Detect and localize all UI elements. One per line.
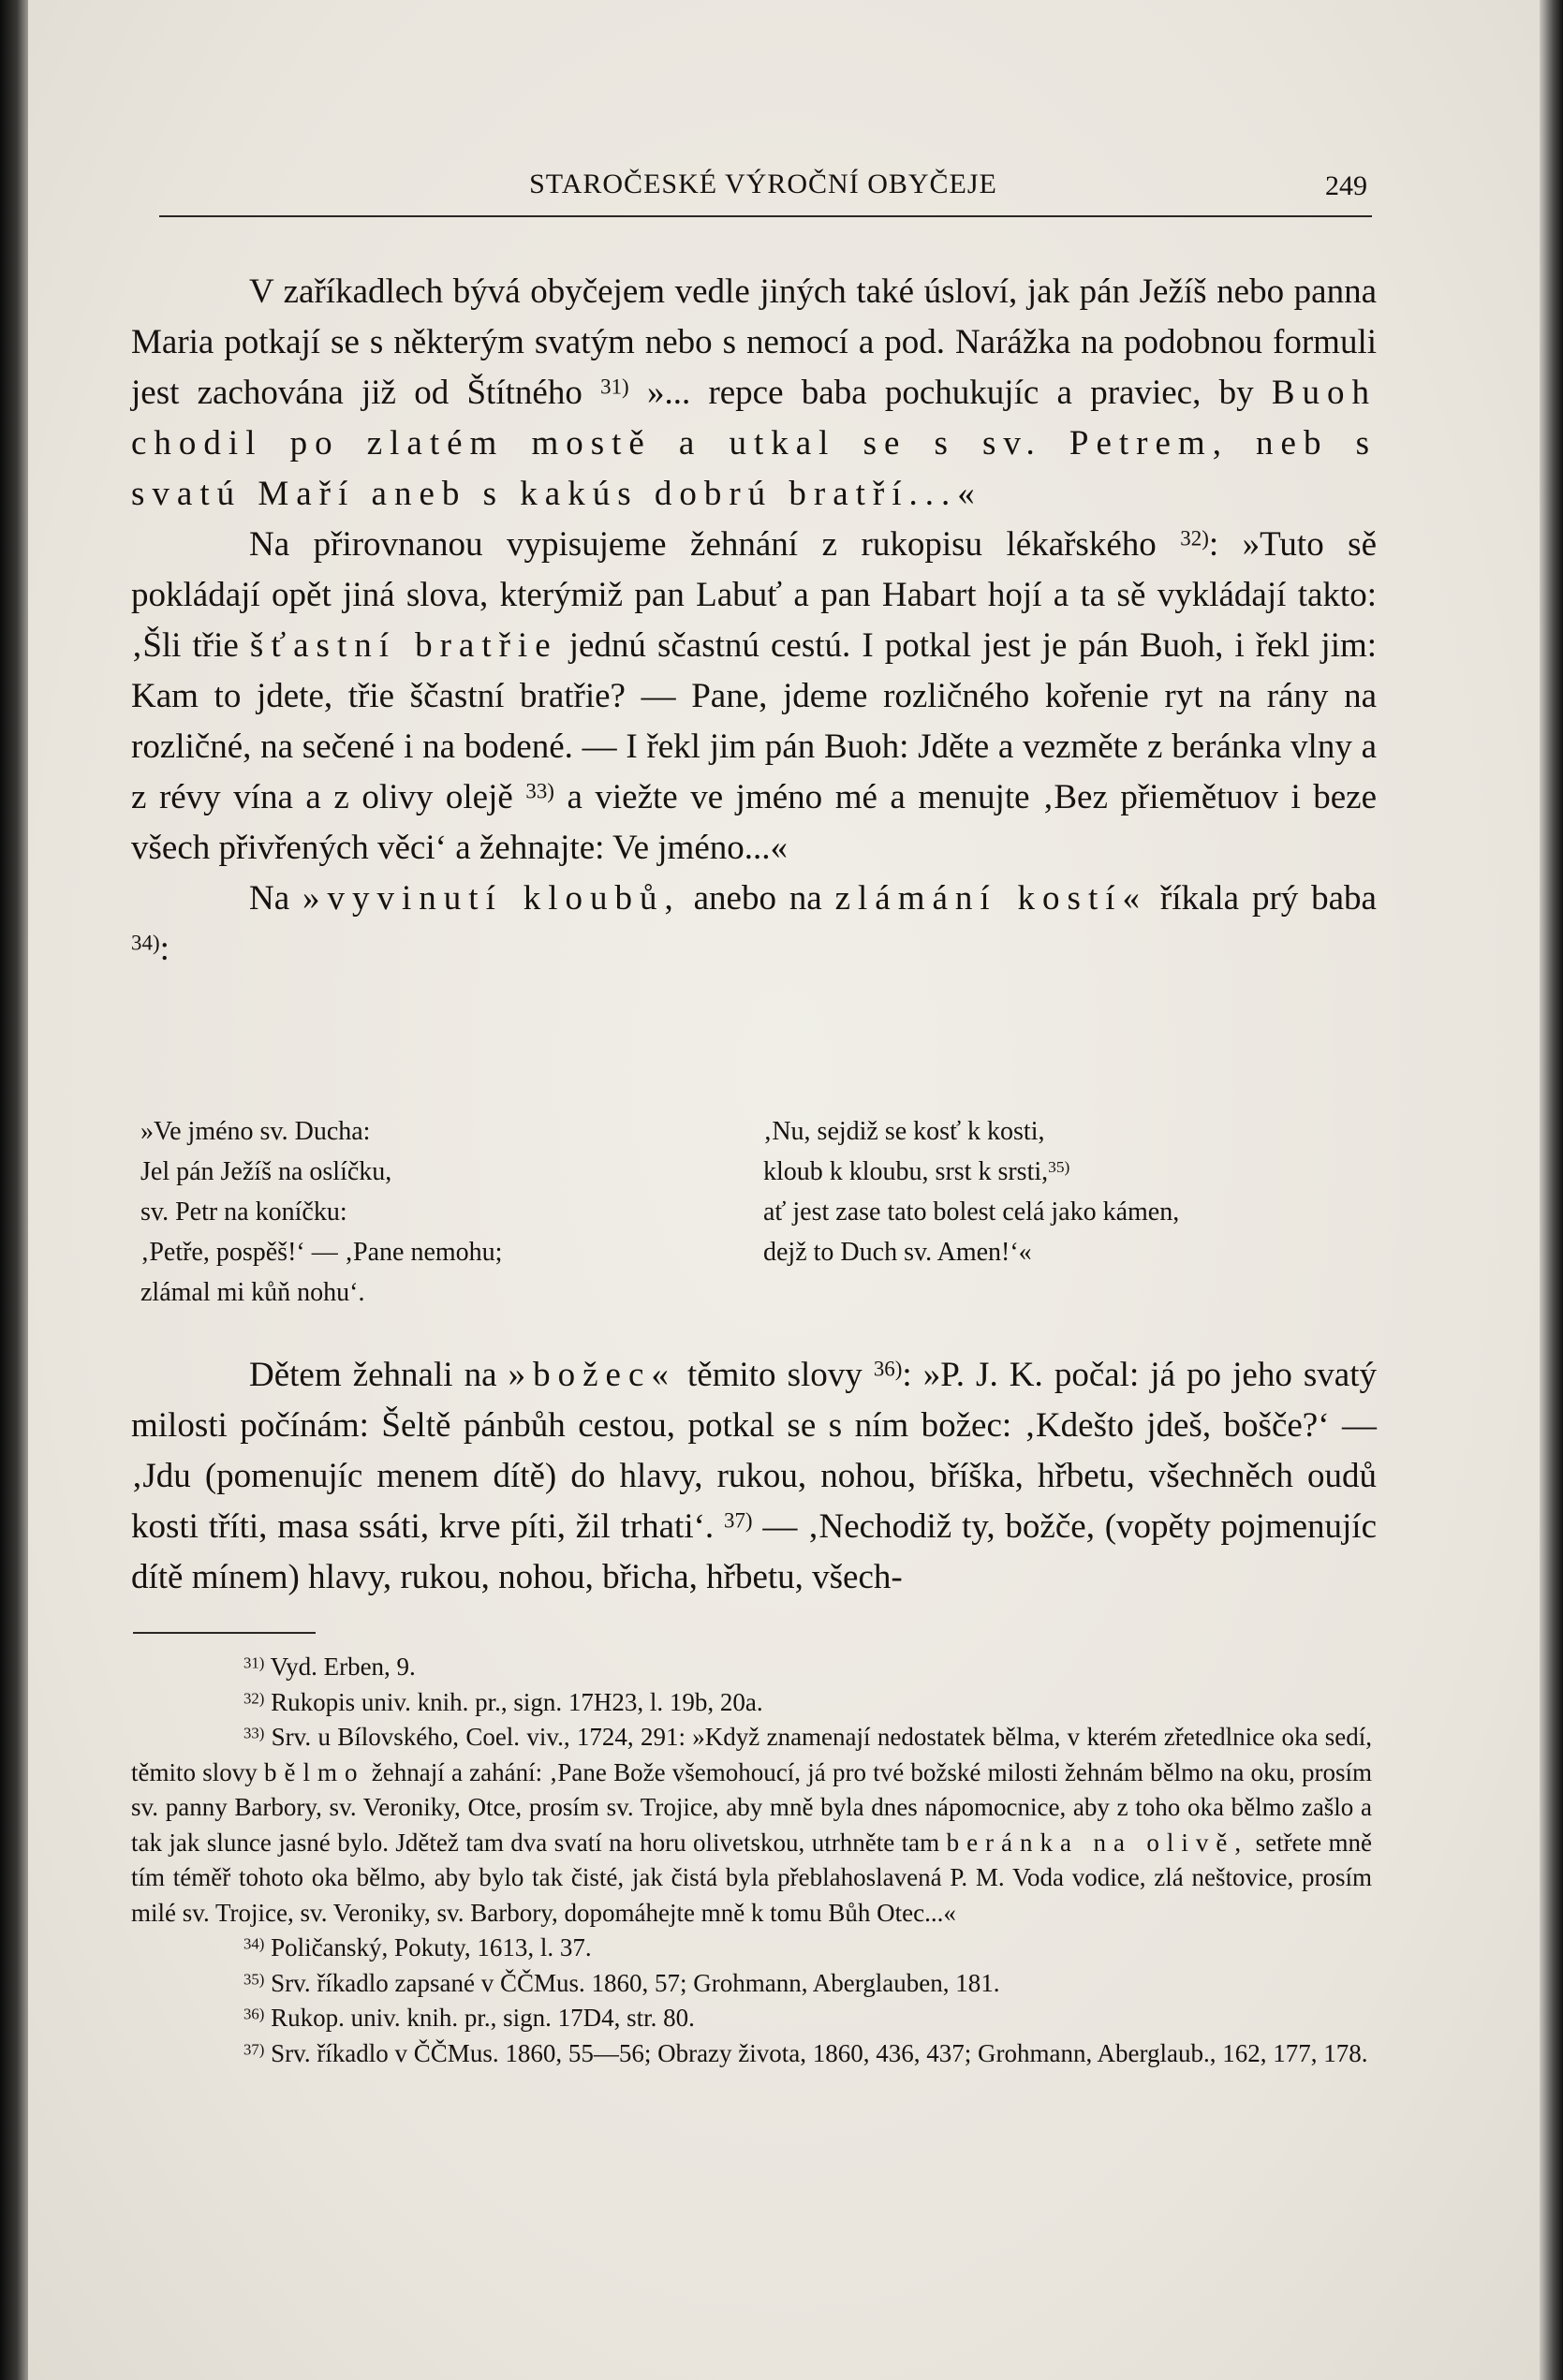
footnote-ref: 34) bbox=[131, 931, 160, 955]
text: Rukop. univ. knih. pr., sign. 17D4, str. 80. bbox=[271, 2004, 695, 2032]
spaced-term: beránka na olivě, bbox=[946, 1828, 1249, 1857]
footnote-ref: 33) bbox=[525, 779, 554, 803]
text: žehnají a zahání: ‚Pane Bože všemohoucí, já pro tvé božské milosti žehnám bělmo na oku, prosím sv. panny Barbory, sv. Veroniky, Otce, prosím sv. Trojice, aby mně byla dnes nápomocnice, aby z toho oka bělmo zašlo a tak jak slunce jasné bylo. Jdětež tam dva svatí na horu olivetskou, utrhněte tam bbox=[131, 1757, 1373, 1857]
text: těmito slovy bbox=[686, 1356, 863, 1394]
text: Rukopis univ. knih. pr., sign. 17H23, l. 19b, 20a. bbox=[271, 1687, 763, 1716]
footnote-mark: 31) bbox=[243, 1653, 265, 1672]
book-page bbox=[28, 0, 1540, 2380]
verse-line: ‚Petře, pospěš!‘ — ‚Pane nemohu; bbox=[140, 1238, 503, 1267]
footnote-ref: 35) bbox=[1048, 1158, 1070, 1177]
verse-column-right bbox=[763, 1111, 1381, 1272]
text: říkala prý baba bbox=[1159, 879, 1377, 918]
text: Na přirovnanou vypisujeme žehnání z rukopisu lékařského bbox=[249, 525, 1157, 564]
footnote-36 bbox=[131, 2001, 1372, 2036]
footnote-rule bbox=[133, 1632, 316, 1634]
spaced-term: »vyvinutí kloubů, bbox=[302, 879, 681, 918]
running-title: STAROČESKÉ VÝROČNÍ OBYČEJE bbox=[529, 169, 997, 199]
text: : »P. J. K. počal: já po jeho svatý milosti počínám: Šeltě pánbůh cestou, potkal se s ním božec: ‚Kdešto jdeš, bošče?‘ — ‚Jdu (pomenujíc menem dítě) do hlavy, rukou, nohou, bříška, hřbetu, všechněch oudů kosti tříti, masa ssáti, krve píti, žil trhati‘. bbox=[131, 1356, 1378, 1546]
verse-line: ‚Nu, sejdiž se kosť k kosti, bbox=[763, 1117, 1045, 1146]
footnotes bbox=[131, 1650, 1372, 2071]
footnote-37 bbox=[131, 2036, 1372, 2072]
footnote-ref: 37) bbox=[723, 1508, 753, 1533]
footnote-34 bbox=[131, 1931, 1372, 1966]
verse-line: »Ve jméno sv. Ducha: bbox=[140, 1117, 371, 1146]
footnote-32 bbox=[131, 1685, 1372, 1721]
footnote-mark: 36) bbox=[243, 2005, 265, 2023]
text: Srv. říkadlo zapsané v ČČMus. 1860, 57; Grohmann, Aberglauben, 181. bbox=[271, 1968, 1000, 1997]
verse-line: ať jest zase tato bolest celá jako kámen, bbox=[763, 1197, 1180, 1227]
paragraph-3 bbox=[131, 874, 1377, 975]
text: Na bbox=[249, 879, 290, 918]
text: V zaříkadlech bývá obyčejem vedle jiných také úsloví, jak pán Ježíš nebo panna Maria potkají se s některým svatým nebo s nemocí a pod. Narážka na podobnou formuli jest zachována již od Štítného bbox=[131, 272, 1377, 412]
spaced-quote: Buoh chodil po zlatém mostě a utkal se s sv. Petrem, neb s svatú Maří aneb s kakús dobrú bratří...« bbox=[131, 374, 1378, 513]
footnote-ref: 31) bbox=[600, 375, 629, 399]
scan-edge-left bbox=[0, 0, 28, 2380]
spaced-term: »božec« bbox=[508, 1356, 676, 1394]
spaced-quote: šťastní bratřie bbox=[249, 626, 558, 665]
verse-line: sv. Petr na koníčku: bbox=[140, 1197, 347, 1227]
text: Srv. říkadlo v ČČMus. 1860, 55—56; Obrazy života, 1860, 436, 437; Grohmann, Aberglaub., 162, 177, 178. bbox=[271, 2038, 1368, 2067]
footnote-mark: 37) bbox=[243, 2039, 265, 2058]
paragraph-2 bbox=[131, 520, 1377, 874]
spaced-term: zlámání kostí« bbox=[834, 879, 1148, 918]
text: jednú sčastnú cestú. I potkal jest je pán Buoh, i řekl jim: Kam to jdete, třie ščastní bratřie? — Pane, jdeme rozličného kořenie ryt na rány na rozličné, na sečené i na bodené. — I řekl jim pán Buoh: Jděte a vezměte z beránka vlny a z révy vína a z olivy olejě bbox=[131, 626, 1378, 816]
text: : bbox=[159, 930, 170, 968]
text: Vyd. Erben, 9. bbox=[270, 1653, 416, 1681]
header-rule bbox=[159, 215, 1372, 217]
text: a viežte ve jméno mé a menujte ‚Bez přiemětuov i beze všech přivřených věci‘ a žehnajte: Ve jméno...« bbox=[131, 778, 1378, 867]
verse-line: zlámal mi kůň nohu‘. bbox=[140, 1278, 365, 1307]
footnote-33 bbox=[131, 1720, 1372, 1931]
footnote-mark: 35) bbox=[243, 1969, 265, 1988]
footnote-ref: 36) bbox=[873, 1357, 903, 1381]
text: Srv. u Bílovského, Coel. viv., 1724, 291: »Když znamenají nedostatek bělma, v kterém zřetedlnice oka sedí, těmito slovy bbox=[131, 1723, 1372, 1786]
text: Poličanský, Pokuty, 1613, l. 37. bbox=[271, 1933, 592, 1961]
footnote-35 bbox=[131, 1966, 1372, 2002]
text: anebo na bbox=[693, 879, 822, 918]
verse-column-left bbox=[140, 1111, 721, 1313]
paragraph-1 bbox=[131, 267, 1377, 520]
verse-line: Jel pán Ježíš na oslíčku, bbox=[140, 1157, 392, 1186]
main-text bbox=[131, 267, 1377, 975]
footnote-31 bbox=[131, 1650, 1372, 1685]
main-text-continued bbox=[131, 1315, 1377, 1638]
footnote-ref: 32) bbox=[1180, 526, 1209, 551]
verse-line: dejž to Duch sv. Amen!‘« bbox=[763, 1238, 1032, 1267]
page-header bbox=[159, 161, 1367, 208]
scan-edge-right bbox=[1540, 0, 1563, 2380]
spaced-term: bělmo bbox=[264, 1757, 365, 1786]
footnote-mark: 33) bbox=[243, 1724, 265, 1742]
page-number: 249 bbox=[1325, 170, 1367, 201]
text: — ‚Nechodiž ty, božče, (vopěty pojmenujíc dítě mínem) hlavy, rukou, nohou, břicha, hřbetu, všech- bbox=[131, 1507, 1378, 1596]
text: »... repce baba pochukujíc a praviec, by bbox=[646, 374, 1254, 412]
text: kloub k kloubu, srst k srsti, bbox=[763, 1157, 1049, 1186]
verse-line bbox=[763, 1152, 1381, 1192]
text: setřete mně tím téměř tohoto oka bělmo, aby bylo tak čisté, jak čistá byla přeblahoslavená P. M. Voda vodice, zlá neštovice, prosím milé sv. Trojice, sv. Veroniky, sv. Barbory, dopomáhejte mně k tomu Bůh Otec...« bbox=[131, 1828, 1372, 1927]
text: Dětem žehnali na bbox=[249, 1356, 497, 1394]
paragraph-4 bbox=[131, 1350, 1377, 1603]
footnote-mark: 34) bbox=[243, 1934, 265, 1953]
text: : »Tuto sě pokládají opět jiná slova, kterýmiž pan Labuť a pan Habart hojí a ta sě vykládají takto: ‚Šli třie bbox=[131, 525, 1378, 665]
footnote-mark: 32) bbox=[243, 1688, 265, 1707]
